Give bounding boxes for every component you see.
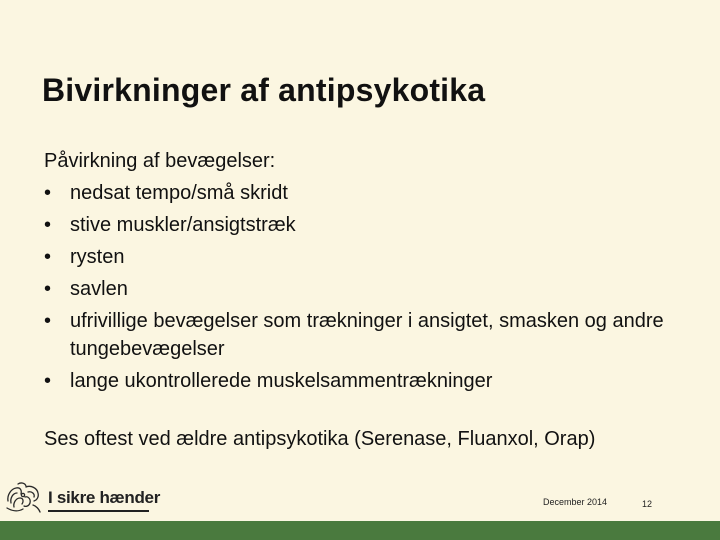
- bullet-item: [44, 177, 684, 209]
- bullet-item: [44, 273, 684, 305]
- bullet-marker: •: [44, 370, 52, 392]
- bullet-marker: •: [44, 246, 52, 268]
- bullet-item: [44, 365, 684, 397]
- bullet-text: savlen: [70, 278, 128, 300]
- logo-text: I sikre hænder: [48, 488, 161, 507]
- bullet-marker: •: [44, 214, 52, 236]
- bullet-list: [44, 177, 684, 397]
- bullet-marker: •: [44, 310, 52, 332]
- logo: [4, 481, 161, 515]
- page-number: 12: [642, 499, 653, 509]
- hands-logo-icon: [4, 481, 44, 515]
- intro-text: Påvirkning af bevægelser:: [44, 150, 276, 172]
- slide-body: [44, 145, 684, 455]
- bullet-text: nedsat tempo/små skridt: [70, 182, 288, 204]
- bullet-marker: •: [44, 182, 52, 204]
- bullet-text: rysten: [70, 246, 125, 268]
- logo-underline: [48, 510, 149, 512]
- summary-text: Ses oftest ved ældre antipsykotika (Serenase, Fluanxol, Orap): [44, 428, 596, 450]
- bullet-text: lange ukontrollerede muskelsammentrækninger: [70, 370, 493, 392]
- slide-title: Bivirkninger af antipsykotika: [42, 72, 486, 108]
- footer-bar: [0, 521, 720, 540]
- bullet-text: ufrivillige bevægelser som trækninger i ansigtet, smasken og andre tungebevægelser: [70, 310, 664, 360]
- bullet-item: [44, 241, 684, 273]
- footer-date: December 2014: [543, 497, 608, 507]
- bullet-item: [44, 209, 684, 241]
- bullet-text: stive muskler/ansigtstræk: [70, 214, 296, 236]
- bullet-marker: •: [44, 278, 52, 300]
- bullet-item: [44, 305, 684, 365]
